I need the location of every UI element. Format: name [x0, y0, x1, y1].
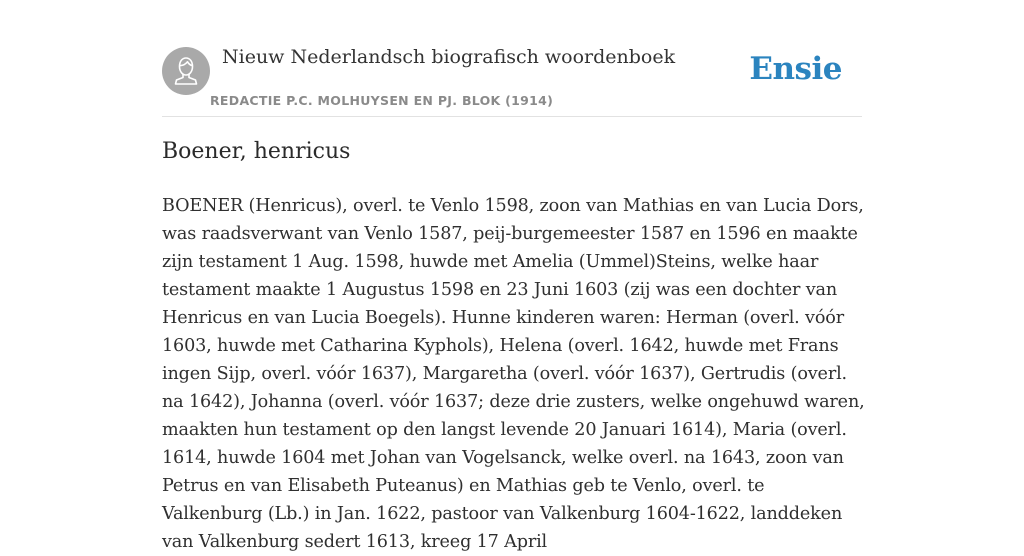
book-title[interactable]: Nieuw Nederlandsch biografisch woordenboek: [222, 46, 676, 68]
entry-title: Boener, henricus: [162, 139, 351, 164]
header: [162, 46, 862, 117]
editors-byline: REDACTIE P.C. MOLHUYSEN EN PJ. BLOK (1914): [210, 93, 554, 108]
entry-body: BOENER (Henricus), overl. te Venlo 1598, zoon van Mathias en van Lucia Dors, was raadsverwant van Venlo 1587, peij-burgemeester 1587 en 1596 en maakte zijn testament 1 Aug. 1598, huwde met Amelia (Ummel)Steins, welke haar testament maakte 1 Augustus 1598 en 23 Juni 1603 (zij was een dochter van Henricus en van Lucia Boegels). Hunne kinderen waren: Herman (overl. vóór 1603, huwde met Catharina Kyphols), Helena (overl. 1642, huwde met Frans ingen Sijp, overl. vóór 1637), Margaretha (overl. vóór 1637), Gertrudis (overl. na 1642), Johanna (overl. vóór 1637; deze drie zusters, welke ongehuwd waren, maakten hun testament op den langst levende 20 Januari 1614), Maria (overl. 1614, huwde 1604 met Johan van Vogelsanck, welke overl. na 1643, zoon van Petrus en van Elisabeth Puteanus) en Mathias geb te Venlo, overl. te Valkenburg (Lb.) in Jan. 1622, pastoor van Valkenburg 1604-1622, landdeken van Valkenburg sedert 1613, kreeg 17 April: [162, 196, 865, 552]
user-placeholder-icon: [162, 47, 210, 95]
brand-logo[interactable]: Ensie: [749, 51, 842, 87]
